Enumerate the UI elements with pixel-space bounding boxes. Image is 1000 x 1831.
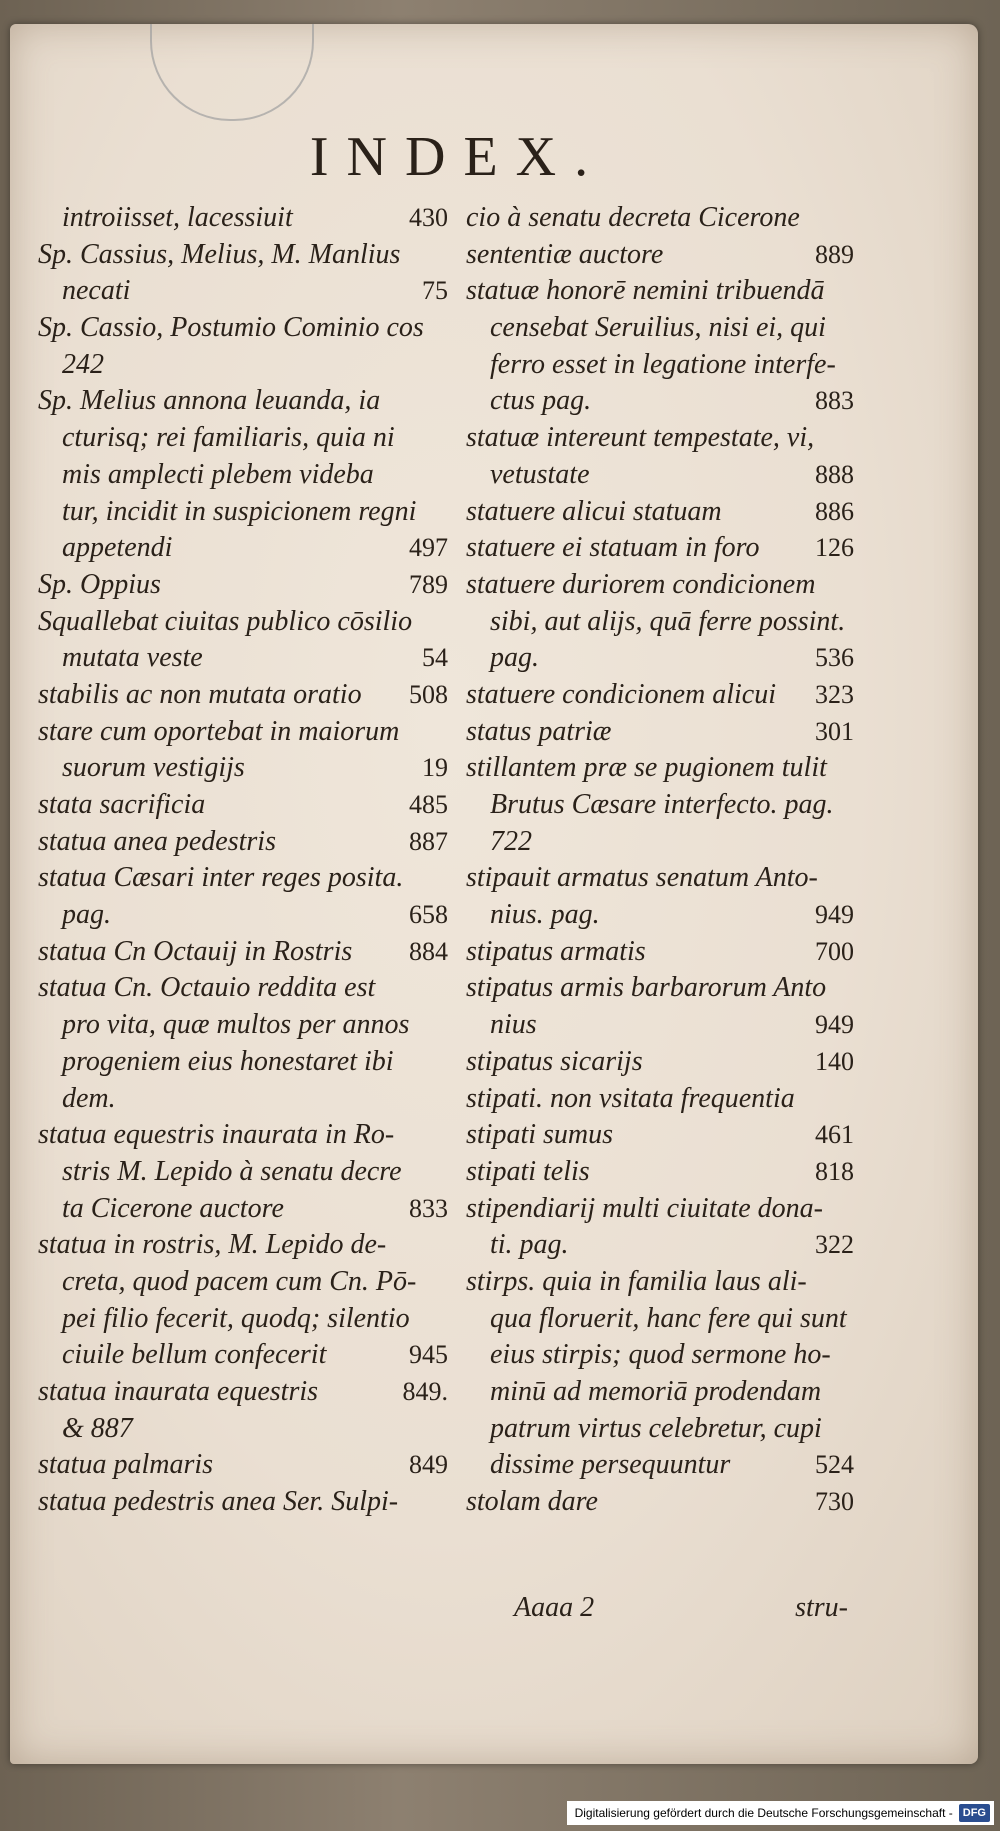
entry-text: statua pedestris anea Ser. Sulpi- [38,1486,399,1518]
entry-text: pag. [490,642,539,674]
right-index-entry [466,383,854,420]
entry-text: stirps. quia in familia laus ali- [466,1265,807,1297]
page-reference: 887 [409,826,448,856]
entry-text: necati [62,275,131,307]
left-index-entry [38,970,448,1007]
entry-text: dissime persequuntur [490,1449,731,1481]
left-index-entry [38,1447,448,1484]
left-index-entry [38,237,448,274]
left-index-entry [38,1154,448,1191]
index-column-left [38,200,448,1521]
right-index-entry [466,787,854,824]
page-reference: 430 [409,203,448,232]
left-index-entry [38,1411,448,1448]
entry-text: appetendi [62,532,173,564]
page-reference: 536 [815,643,854,673]
right-index-entry [466,494,854,531]
entry-text: dem. [62,1082,116,1114]
left-index-entry [38,714,448,751]
left-index-entry [38,677,448,714]
page-reference: 849. [402,1377,448,1406]
entry-text: statua in rostris, M. Lepido de- [38,1229,387,1261]
page-reference: 524 [815,1450,854,1480]
page-reference: 461 [815,1120,854,1150]
right-index-entry [466,1264,854,1301]
entry-text: stipatus armis barbarorum Anto [466,972,827,1004]
right-index-entry [466,1007,854,1044]
page-reference: 301 [815,716,854,746]
entry-text: mutata veste [62,642,203,674]
entry-text: ti. pag. [490,1229,569,1261]
right-index-entry [466,970,854,1007]
entry-text: vetustate [490,458,590,490]
left-index-entry [38,200,448,237]
entry-text: statuæ intereunt tempestate, vi, [466,422,815,454]
entry-text: 722 [490,825,532,857]
page-reference: 75 [422,276,448,306]
right-index-entry [466,1227,854,1264]
page-reference: 884 [409,936,448,966]
entry-text: nius. pag. [490,899,600,931]
entry-text: statuere condicionem alicui [466,678,776,710]
right-index-entry [466,934,854,971]
right-index-entry [466,420,854,457]
right-index-entry [466,1044,854,1081]
catchword: stru- [795,1592,848,1623]
entry-text: qua floruerit, hanc fere qui sunt [490,1302,847,1334]
entry-text: stabilis ac non mutata oratio [38,678,362,710]
right-index-entry [466,750,854,787]
left-index-entry [38,494,448,531]
page-reference: 949 [815,1010,854,1040]
left-index-entry [38,420,448,457]
entry-text: statua Cn. Octauio reddita est [38,972,376,1004]
entry-text: Sp. Cassio, Postumio Cominio cos [38,312,424,344]
bookmark-ribbon [150,24,314,121]
left-index-entry [38,1301,448,1338]
entry-text: stillantem præ se pugionem tulit [466,752,827,784]
page-reference: 700 [815,936,854,966]
entry-text: statuere duriorem condicionem [466,568,816,600]
page-reference: 886 [815,496,854,526]
entry-text: introiisset, lacessiuit [62,202,293,233]
entry-text: statua Cn Octauij in Rostris [38,935,353,967]
page-reference: 485 [409,790,448,819]
left-index-entry [38,1191,448,1228]
page-reference: 140 [815,1046,854,1076]
entry-text: statua equestris inaurata in Ro- [38,1119,395,1151]
right-index-entry [466,1301,854,1338]
left-index-entry [38,1374,448,1411]
right-index-entry [466,897,854,934]
right-index-entry [466,273,854,310]
page-reference: 849 [409,1450,448,1480]
page-reference: 19 [422,753,448,783]
entry-text: minū ad memoriā prodendam [490,1376,822,1407]
right-index-entry [466,677,854,714]
entry-text: pei filio fecerit, quodq; silentio [62,1302,410,1334]
entry-text: mis amplecti plebem videba [62,458,374,490]
right-index-entry [466,310,854,347]
entry-text: cio à senatu decreta Cicerone [466,202,800,233]
page-reference: 789 [409,569,448,599]
entry-text: stipati. non vsitata frequentia [466,1082,795,1114]
page-reference: 323 [815,679,854,709]
entry-text: ferro esset in legatione interfe- [490,348,836,380]
entry-text: Sp. Cassius, Melius, M. Manlius [38,238,401,270]
right-index-entry [466,347,854,384]
page-reference: 889 [815,239,854,269]
page-reference: 949 [815,900,854,930]
entry-text: progeniem eius honestaret ibi [62,1045,394,1077]
left-index-entry [38,750,448,787]
entry-text: statua anea pedestris [38,825,276,857]
left-index-entry [38,934,448,971]
right-index-entry [466,1447,854,1484]
entry-text: ciuile bellum confecerit [62,1339,327,1371]
left-index-entry [38,1264,448,1301]
entry-text: statuere alicui statuam [466,495,722,527]
left-index-entry [38,1227,448,1264]
right-index-entry [466,567,854,604]
page-reference: 945 [409,1340,448,1370]
left-index-entry [38,1007,448,1044]
right-index-entry [466,1191,854,1228]
left-index-entry [38,604,448,641]
page-reference: 818 [815,1156,854,1186]
entry-text: stipendiarij multi ciuitate dona- [466,1192,823,1224]
entry-text: stris M. Lepido à senatu decre [62,1155,402,1187]
dfg-logo: DFG [959,1804,990,1822]
entry-text: stata sacrificia [38,789,206,820]
right-index-entry [466,237,854,274]
left-index-entry [38,347,448,384]
right-index-entry [466,824,854,861]
left-index-entry [38,860,448,897]
entry-text: sibi, aut alijs, quā ferre possint. [490,605,846,637]
digitization-credit [567,1801,994,1825]
page-reference: 508 [409,679,448,709]
entry-text: cturisq; rei familiaris, quia ni [62,422,395,454]
page-footer [508,1592,848,1632]
page-reference: 126 [815,533,854,563]
left-index-entry [38,567,448,604]
page-reference: 883 [815,386,854,416]
entry-text: statuere ei statuam in foro [466,532,760,564]
right-index-entry [466,640,854,677]
entry-text: Sp. Oppius [38,568,161,600]
entry-text: stipauit armatus senatum Anto- [466,862,818,894]
left-index-entry [38,383,448,420]
entry-text: eius stirpis; quod sermone ho- [490,1339,831,1371]
right-index-entry [466,200,854,237]
right-index-entry [466,1374,854,1411]
entry-text: nius [490,1009,537,1041]
right-index-entry [466,1154,854,1191]
entry-text: pro vita, quæ multos per annos [62,1009,410,1041]
page-reference: 658 [409,900,448,930]
credit-text: Digitalisierung gefördert durch die Deutsche Forschungsgemeinschaft - [574,1806,953,1820]
signature-mark: Aaaa 2 [514,1592,595,1623]
entry-text: sententiæ auctore [466,238,664,270]
right-index-entry [466,1117,854,1154]
entry-text: ctus pag. [490,385,592,417]
right-index-entry [466,1337,854,1374]
left-index-entry [38,1081,448,1118]
entry-text: stolam dare [466,1486,598,1518]
entry-text: stare cum oportebat in maiorum [38,715,400,747]
page-reference: 497 [409,533,448,563]
entry-text: stipati sumus [466,1119,614,1151]
entry-text: Brutus Cæsare interfecto. pag. [490,789,834,820]
entry-text: patrum virtus celebretur, cupi [490,1412,822,1444]
entry-text: censebat Seruilius, nisi ei, qui [490,312,826,344]
entry-text: pag. [62,899,111,931]
page-reference: 833 [409,1193,448,1223]
right-index-entry [466,604,854,641]
entry-text: statua Cæsari inter reges posita. [38,862,404,894]
right-index-entry [466,530,854,567]
entry-text: statua inaurata equestris [38,1376,319,1407]
entry-text: status patriæ [466,715,612,747]
left-index-entry [38,457,448,494]
page-reference: 54 [422,643,448,673]
right-index-entry [466,1411,854,1448]
right-index-entry [466,1484,854,1521]
left-index-entry [38,273,448,310]
entry-text: 242 [62,348,104,380]
left-index-entry [38,310,448,347]
right-index-entry [466,860,854,897]
left-index-entry [38,640,448,677]
left-index-entry [38,824,448,861]
left-index-entry [38,787,448,824]
entry-text: suorum vestigijs [62,752,245,784]
right-index-entry [466,714,854,751]
right-index-entry [466,1081,854,1118]
entry-text: stipatus armatis [466,935,646,967]
entry-text: Sp. Melius annona leuanda, ia [38,385,381,417]
entry-text: ta Cicerone auctore [62,1192,284,1224]
right-index-entry [466,457,854,494]
entry-text: statua palmaris [38,1449,214,1481]
left-index-entry [38,530,448,567]
entry-text: stipatus sicarijs [466,1045,643,1077]
left-index-entry [38,1484,448,1521]
left-index-entry [38,1337,448,1374]
left-index-entry [38,1044,448,1081]
entry-text: Squallebat ciuitas publico cōsilio [38,605,413,637]
page-reference: 730 [815,1487,854,1517]
left-index-entry [38,897,448,934]
page-reference: 322 [815,1230,854,1260]
page-reference: 888 [815,459,854,489]
page-heading: INDEX. [309,126,607,188]
entry-text: stipati telis [466,1155,590,1187]
entry-text: tur, incidit in suspicionem regni [62,495,417,527]
entry-text: statuæ honorē nemini tribuendā [466,275,825,307]
entry-text: creta, quod pacem cum Cn. Pō- [62,1265,417,1297]
left-index-entry [38,1117,448,1154]
index-column-right [466,200,854,1521]
entry-text: & 887 [62,1412,133,1444]
